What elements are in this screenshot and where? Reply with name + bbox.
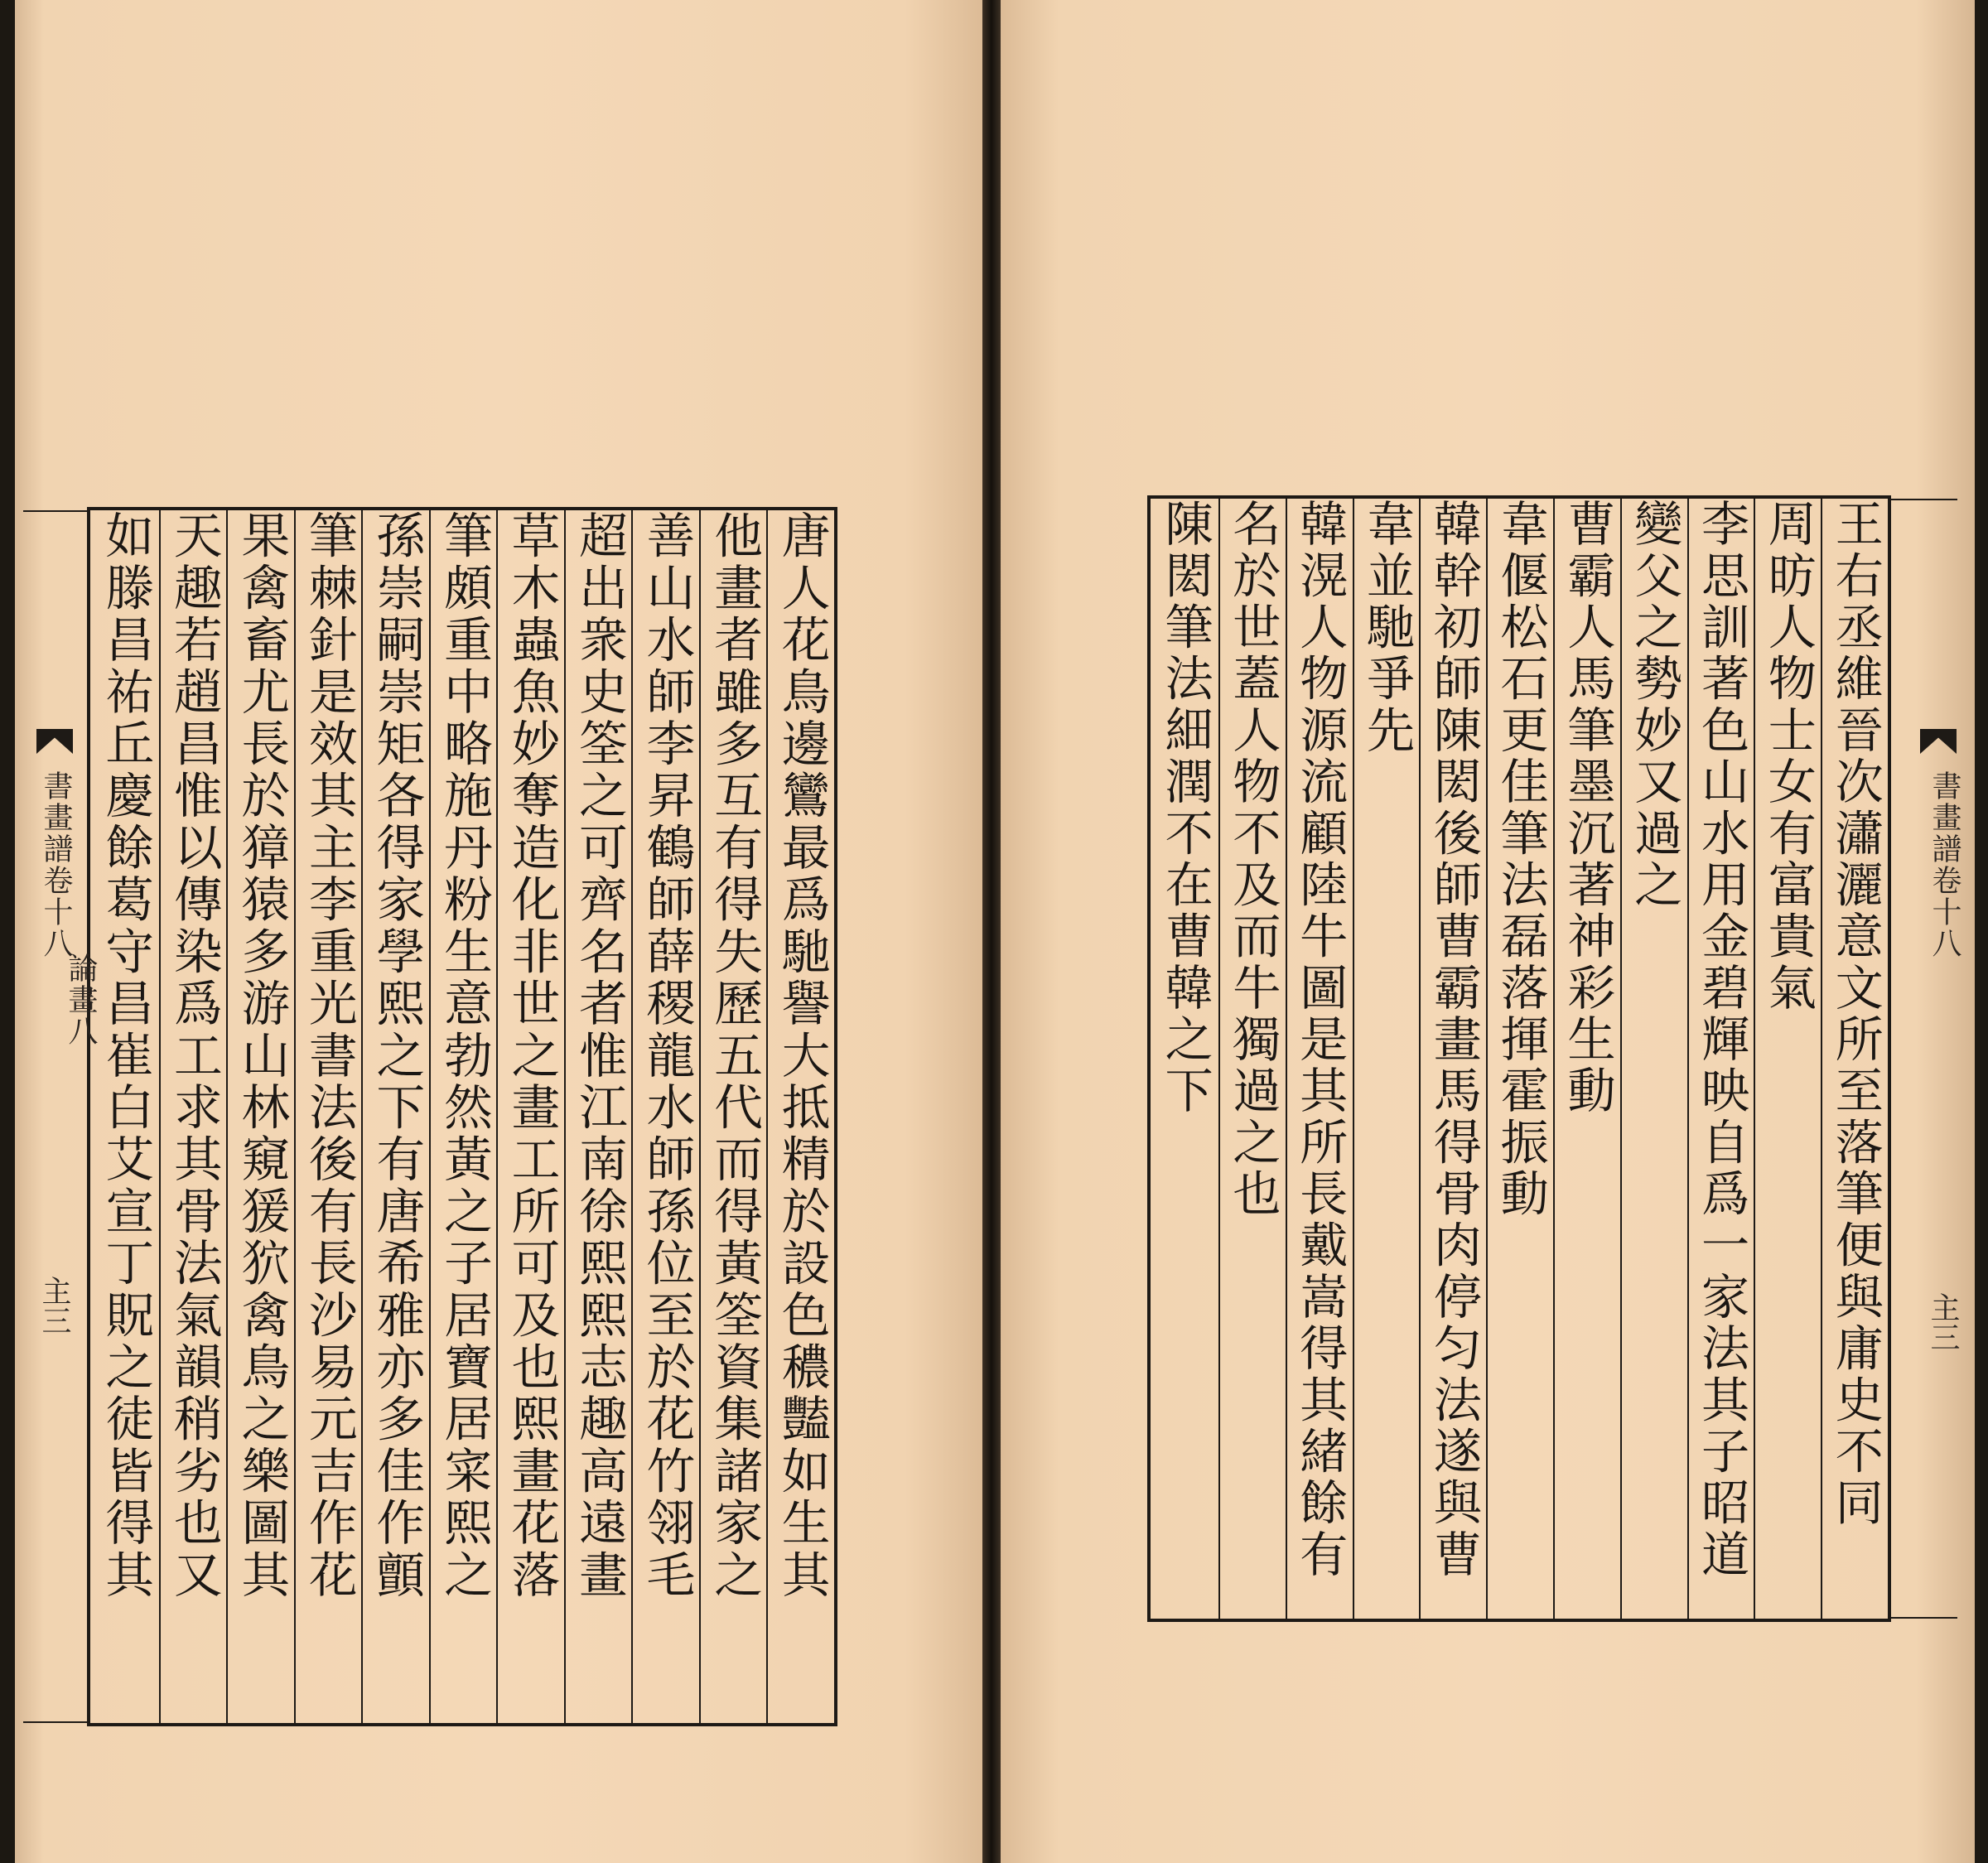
left-leaf-number: 主三	[37, 1276, 71, 1335]
text-column: 周昉人物士女有富貴氣	[1754, 499, 1821, 1619]
text-column: 孫崇嗣崇矩各得家學熙之下有唐希雅亦多佳作顫	[361, 510, 429, 1723]
text-column: 韓滉人物源流顧陸牛圖是其所長戴嵩得其緒餘有	[1286, 499, 1353, 1619]
text-column: 韓幹初師陳閎後師曹霸畫馬得骨肉停匀法遂與曹	[1419, 499, 1486, 1619]
text-column: 他畫者雖多互有得失歷五代而得黃筌資集諸家之	[699, 510, 767, 1723]
text-column: 筆棘針是效其主李重光書法後有長沙易元吉作花	[294, 510, 362, 1723]
text-column: 天趣若趙昌惟以傳染爲工求其骨法氣韻稍劣也又	[159, 510, 227, 1723]
text-column: 唐人花鳥邊鸞最爲馳譽大抵精於設色穠豔如生其	[766, 510, 834, 1723]
text-column: 變父之勢妙又過之	[1620, 499, 1687, 1619]
left-margin-section: 論畫八	[64, 953, 98, 1047]
text-column: 名於世蓋人物不及而牛獨過之也	[1218, 499, 1286, 1619]
right-leaf-number: 主三	[1926, 1292, 1960, 1352]
text-column: 超出衆史筌之可齊名者惟江南徐熙熙志趣高遠畫	[564, 510, 632, 1723]
left-text-block	[91, 510, 834, 1723]
text-column: 果禽畜尤長於獐猿多游山林窺猨狖禽鳥之樂圖其	[226, 510, 294, 1723]
text-column: 韋並馳爭先	[1353, 499, 1420, 1619]
right-margin-title: 書畫譜卷十八	[1928, 770, 1961, 959]
text-column: 草木蟲魚妙奪造化非世之畫工所可及也熙畫花落	[496, 510, 564, 1723]
right-text-block	[1151, 499, 1888, 1619]
text-column: 善山水師李昇鶴師薛稷龍水師孫位至於花竹翎毛	[631, 510, 699, 1723]
text-column: 如滕昌祐丘慶餘葛守昌崔白艾宣丁貺之徒皆得其	[97, 510, 154, 1601]
left-margin-column	[23, 510, 87, 1723]
text-column: 曹霸人馬筆墨沉著神彩生動	[1553, 499, 1620, 1619]
right-margin-column	[1891, 499, 1957, 1619]
text-column: 韋偃松石更佳筆法磊落揮霍振動	[1486, 499, 1553, 1619]
text-column: 王右丞維晉次瀟灑意文所至落筆便與庸史不同	[1821, 499, 1888, 1619]
text-column: 陳閎筆法細潤不在曹韓之下	[1156, 499, 1214, 1117]
left-margin-title: 書畫譜卷十八	[39, 770, 73, 959]
text-column: 筆頗重中略施丹粉生意勃然黃之子居寶居寀熙之	[429, 510, 497, 1723]
book-gutter	[982, 0, 1001, 1863]
text-column: 李思訓著色山水用金碧輝映自爲一家法其子昭道	[1687, 499, 1754, 1619]
